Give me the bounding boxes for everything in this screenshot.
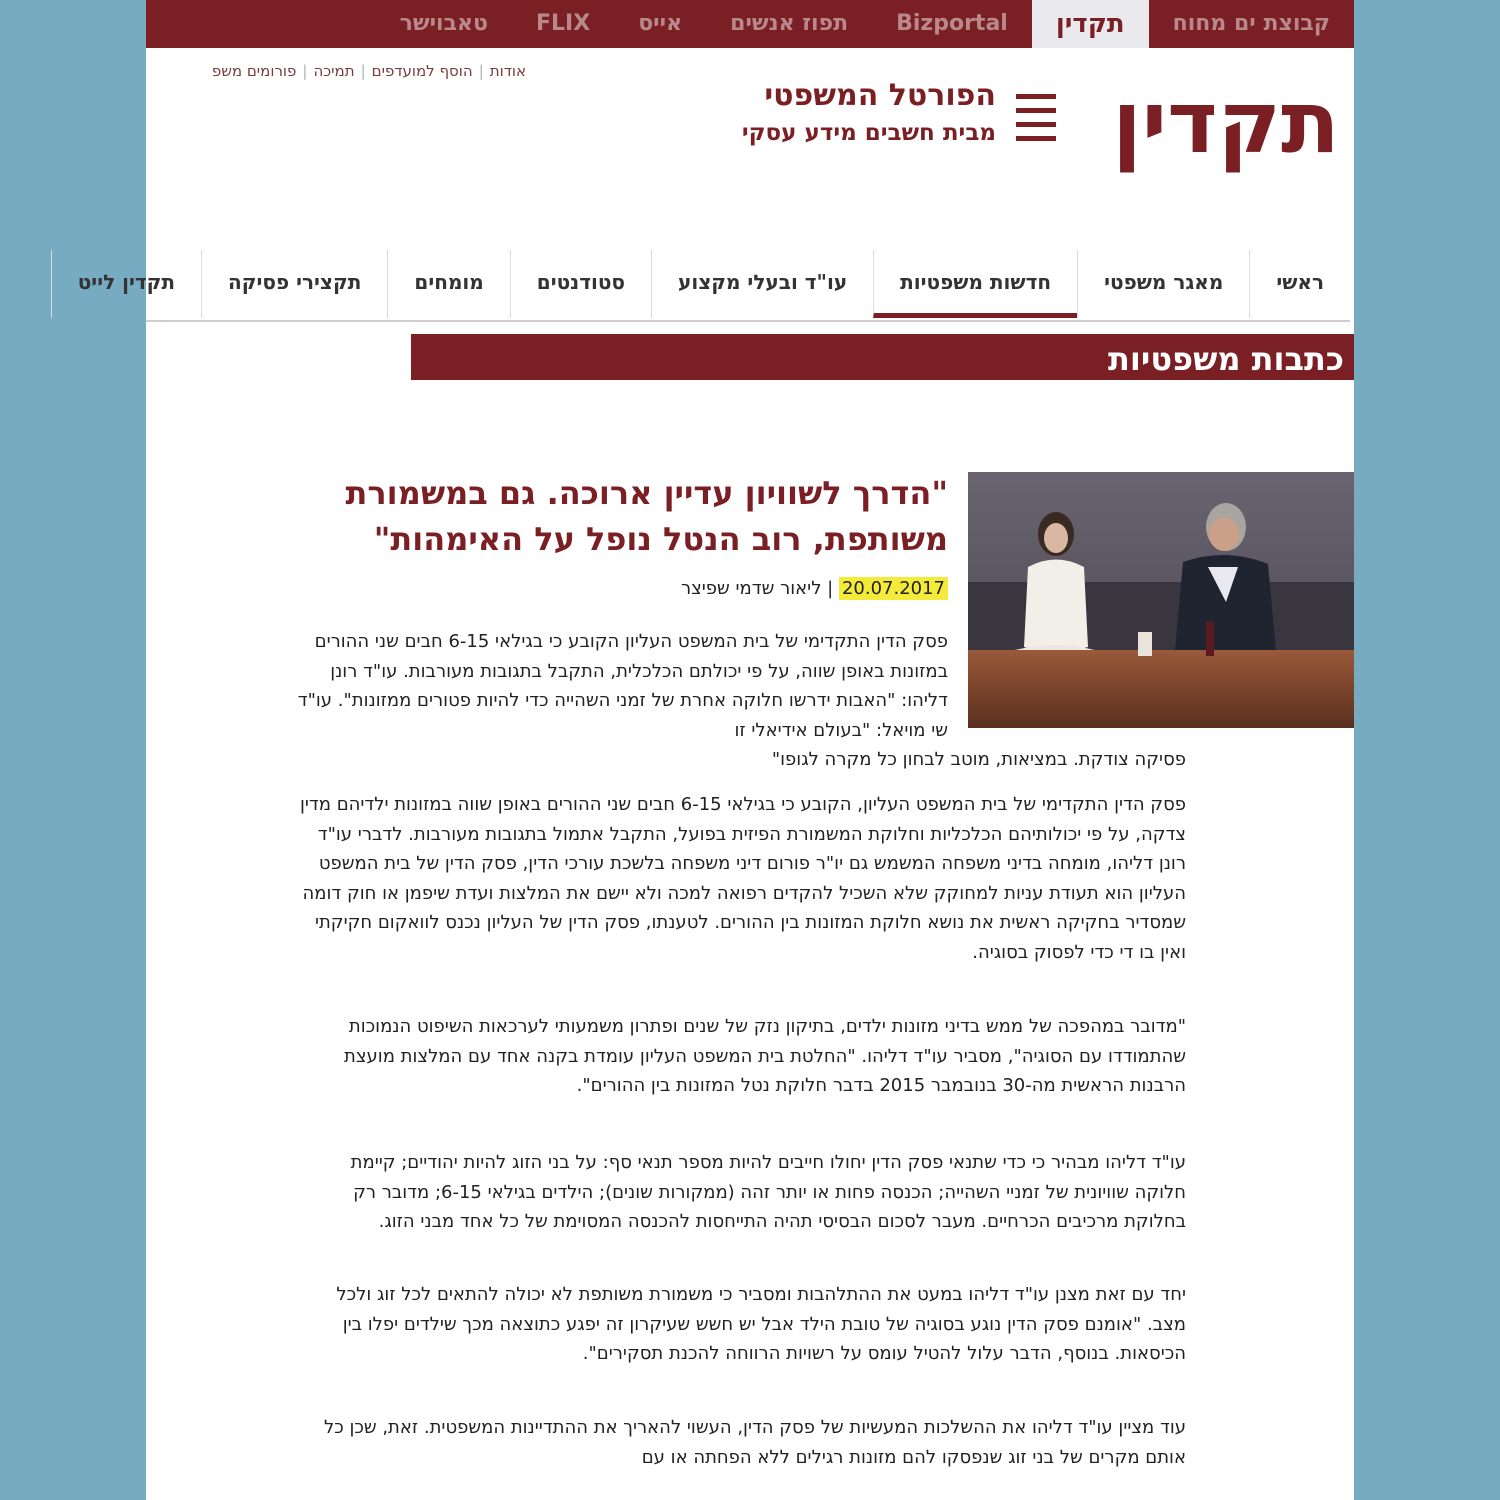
tab-rulings-summaries[interactable]: תקצירי פסיקה bbox=[201, 250, 387, 318]
tab-experts[interactable]: מומחים bbox=[387, 250, 509, 318]
tab-students[interactable]: סטודנטים bbox=[510, 250, 651, 318]
section-banner bbox=[411, 334, 1354, 380]
utility-links bbox=[146, 62, 526, 80]
article-byline bbox=[446, 578, 948, 599]
article-lead: פסק הדין התקדימי של בית המשפט העליון הקובע כי בגילאי 6-15 חבים שני ההורים במזונות באופן שווה, על פי יכולתם הכלכלית, התקבל בתגובות מעורבות. עו"ד רונן דליהו: "האבות ידרשו חלוקה אחרת של זמני השהייה כדי להיות פטורים ממזונות". עו"ד שי מויאל: "בעולם אידיאלי זו bbox=[297, 631, 948, 741]
article-paragraph: "מדובר במהפכה של ממש בדיני מזונות ילדים, בתיקון נזק של שנים ופתרון משמעותי לערכאות השיפוט הנמוכות שהתמודדו עם הסוגיה", מסביר עו"ד דליהו. "החלטת בית המשפט העליון עומדת בקנה אחד עם המלצות מועצת הרבנות הראשית מה-30 בנובמבר 2015 בדבר חלוקת נטל המזונות בין ההורים". bbox=[344, 1016, 1186, 1096]
main-nav bbox=[77, 250, 1350, 322]
about-link[interactable]: אודות bbox=[489, 62, 526, 80]
page bbox=[77, 0, 1354, 1500]
tab-lawyers[interactable]: עו"ד ובעלי מקצוע bbox=[651, 250, 873, 318]
article-lead-continued: פסיקה צודקת. במציאות, מוטב לבחון כל מקרה לגופו" bbox=[771, 749, 1186, 770]
network-link-bizportal[interactable]: Bizportal bbox=[896, 11, 1008, 36]
network-link-takdin[interactable]: תקדין bbox=[1032, 0, 1149, 48]
separator: | bbox=[360, 62, 366, 80]
article-headline: "הדרך לשוויון עדיין ארוכה. גם במשמורת משותפת, רוב הנטל נופל על האימהות" bbox=[345, 474, 948, 558]
section-title: כתבות משפטיות bbox=[1108, 340, 1344, 378]
article-author: ליאור שדמי שפיצר bbox=[680, 578, 822, 599]
tab-legal-news[interactable]: חדשות משפטיות bbox=[873, 250, 1077, 318]
article-date: 20.07.2017 bbox=[839, 577, 948, 600]
network-link-ice[interactable]: אייס bbox=[638, 11, 683, 36]
takdin-logo-mark bbox=[1016, 68, 1346, 173]
network-link-tapuz[interactable]: תפוז אנשים bbox=[730, 11, 849, 36]
add-favorites-link[interactable]: הוסף למועדפים bbox=[371, 62, 473, 80]
separator: | bbox=[478, 62, 484, 80]
tab-home[interactable]: ראשי bbox=[1249, 250, 1350, 318]
article-paragraph: עו"ד דליהו מבהיר כי כדי שתנאי פסק הדין יחולו חייבים להיות מספר תנאי סף: על בני הזוג להיות יהודיים; קיימת חלוקה שוויונית של זמניי השהייה; הכנסה פחות או יותר זהה (ממקורות שונים); הילדים בגילאי 6-15; מדובר רק בחלוקת מרכיבים הכרחיים. מעבר לסכום הבסיסי תהיה התייחסות להכנסה המסוימת של כל אחד מבני הזוג. bbox=[350, 1152, 1186, 1232]
network-link-group[interactable]: קבוצת ים מחוח bbox=[1172, 11, 1330, 36]
network-link-flix[interactable]: FLIX bbox=[535, 11, 591, 36]
support-link[interactable]: תמיכה bbox=[313, 62, 355, 80]
article-paragraph: יחד עם זאת מצנן עו"ד דליהו במעט את ההתלהבות ומסביר כי משמורת משותפת לא יכולה להתאים לכל זוג ולכל מצב. "אומנם פסק הדין נוגע בסוגיה של טובת הילד אבל יש חשש שעיקרון זה יפגע כתוצאה מכך שילדים יפלו בין הכיסאות. בנוסף, הדבר עלול להטיל עומס על רשויות הרווחה להכנת תסקירים". bbox=[336, 1284, 1186, 1364]
site-logo[interactable] bbox=[741, 68, 1346, 178]
article-photo bbox=[968, 472, 1354, 728]
logo-subtitle: מבית חשבים מידע עסקי bbox=[741, 120, 996, 146]
separator: | bbox=[302, 62, 308, 80]
logo-mark-text: תקדין bbox=[1112, 73, 1340, 173]
logo-title: הפורטל המשפטי bbox=[764, 78, 996, 113]
tab-takdin-lite[interactable]: תקדין לייט bbox=[51, 250, 201, 318]
article-paragraph: עוד מציין עו"ד דליהו את ההשלכות המעשיות של פסק הדין, העשוי להאריך את ההתדיינות המשפטית. זאת, שכן כל אותם מקרים של בני זוג שנפסקו להם מזונות רגילים ללא הפחתה או עם bbox=[323, 1417, 1186, 1468]
forums-link[interactable]: פורומים משפ bbox=[211, 62, 297, 80]
couple-photo-illustration bbox=[968, 472, 1354, 728]
article-paragraph: פסק הדין התקדימי של בית המשפט העליון, הקובע כי בגילאי 6-15 חבים שני ההורים באופן שווה במזונות ילדיהם מדין צדקה, על פי יכולותיהם הכלכליות וחלוקת המשמורת הפיזית בפועל, התקבל אתמול בתגובות מעורבות. לדברי עו"ד רונן דליהו, מומחה בדיני משפחה המשמש גם יו"ר פורום דיני משפחה בלשכת עורכי הדין, פסק הדין של בית המשפט העליון הוא תעודת עניות למחוקק שלא השכיל להקדים רפואה למכה ולא יישם את המלצות ועדת שיפמן או חוק דומה שמסדיר בחקיקה ראשית את נושא חלוקת המזונות בין ההורים. לטענתו, פסק הדין של העליון נכנס לוואקום חקיקתי ואין בו די כדי לפסוק בסוגיה. bbox=[299, 794, 1186, 963]
tab-legal-database[interactable]: מאגר משפטי bbox=[1077, 250, 1249, 318]
network-link-tabooshir[interactable]: טאבוישר bbox=[399, 11, 488, 36]
network-bar bbox=[146, 0, 1354, 48]
byline-separator: | bbox=[821, 578, 839, 599]
